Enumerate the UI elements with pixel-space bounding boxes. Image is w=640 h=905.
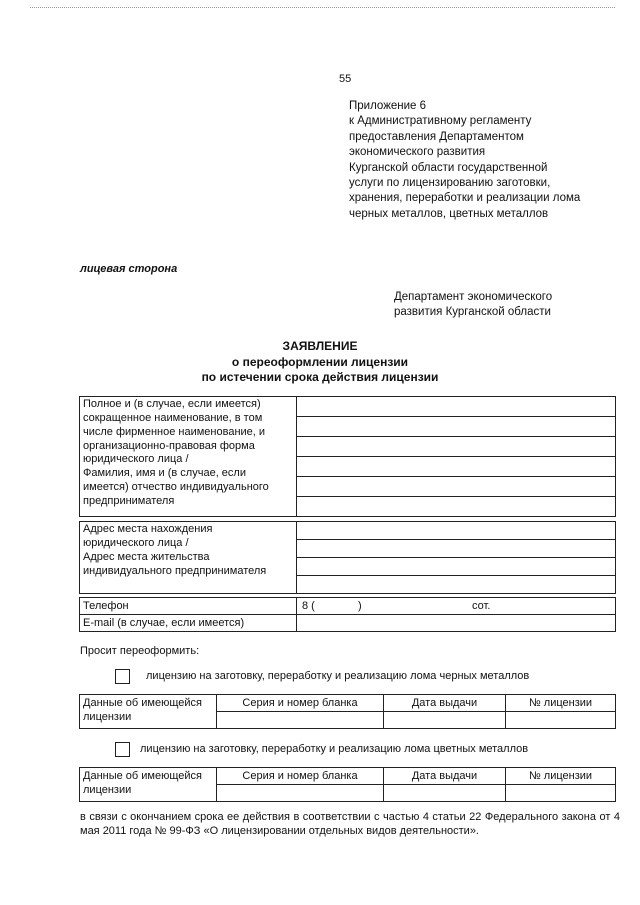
title-line: ЗАЯВЛЕНИЕ: [282, 339, 358, 353]
page-number: 55: [339, 73, 352, 85]
col-number-header: № лицензии: [506, 768, 616, 785]
number-input[interactable]: [506, 785, 616, 802]
applicant-name-input[interactable]: [297, 437, 616, 457]
applicant-name-input[interactable]: [297, 497, 616, 517]
date-input[interactable]: [384, 712, 506, 729]
document-title: [0, 339, 640, 386]
contacts-table: [79, 597, 616, 632]
number-input[interactable]: [506, 712, 616, 729]
license-data-label: Данные об имеющейся лицензии: [80, 695, 217, 729]
mobile-label: сот.: [472, 600, 491, 612]
appendix-line: экономического развития: [349, 146, 486, 159]
addressee-department: [394, 290, 552, 321]
ferrous-checkbox[interactable]: [115, 669, 130, 684]
appendix-header: [349, 99, 619, 222]
applicant-name-input[interactable]: [297, 417, 616, 437]
address-table: [79, 521, 616, 594]
appendix-line: к Административному регламенту: [349, 115, 532, 128]
col-date-header: Дата выдачи: [384, 768, 506, 785]
scan-edge-line: [30, 7, 615, 8]
nonferrous-license-table: [79, 767, 616, 802]
address-label: Адрес места нахождения юридического лица / Адрес места жительства индивидуального предпринимателя: [80, 522, 297, 594]
appendix-line: Курганской области государственной: [349, 161, 548, 174]
date-input[interactable]: [384, 785, 506, 802]
request-intro: Просит переоформить:: [80, 645, 200, 657]
address-input[interactable]: [297, 522, 616, 540]
col-series-header: Серия и номер бланка: [217, 768, 384, 785]
nonferrous-checkbox[interactable]: [115, 742, 130, 757]
department-line: Департамент экономического: [394, 291, 553, 303]
closing-paragraph: в связи с окончанием срока ее действия в соответствии с частью 4 статьи 22 Федерального закона от 4 мая 2011 года № 99-ФЗ «О лицензировании отдельных видов деятельности».: [80, 811, 620, 838]
title-line: по истечении срока действия лицензии: [201, 370, 439, 385]
applicant-name-input[interactable]: [297, 457, 616, 477]
appendix-line: Приложение 6: [349, 100, 427, 112]
applicant-name-input[interactable]: [297, 477, 616, 497]
applicant-name-input[interactable]: [297, 397, 616, 417]
phone-label: Телефон: [80, 598, 297, 615]
ferrous-license-table: [79, 694, 616, 729]
col-date-header: Дата выдачи: [384, 695, 506, 712]
appendix-line: черных металлов, цветных металлов: [349, 207, 549, 220]
address-input[interactable]: [297, 576, 616, 594]
email-label: E-mail (в случае, если имеется): [80, 615, 297, 632]
appendix-line: предоставления Департаментом: [349, 130, 524, 143]
license-data-label: Данные об имеющейся лицензии: [80, 768, 217, 802]
applicant-name-label: Полное и (в случае, если имеется) сокращенное наименование, в том числе фирменное наименование, и организационно-правовая форма юридического лица / Фамилия, имя и (в случае, если имеется) отчество индивидуального предпринимателя: [80, 397, 297, 517]
series-input[interactable]: [217, 785, 384, 802]
col-series-header: Серия и номер бланка: [217, 695, 384, 712]
side-label: лицевая сторона: [80, 263, 178, 275]
col-number-header: № лицензии: [506, 695, 616, 712]
address-input[interactable]: [297, 558, 616, 576]
nonferrous-option-label: лицензию на заготовку, переработку и реализацию лома цветных металлов: [140, 743, 529, 755]
title-line: о переоформлении лицензии: [231, 354, 409, 369]
phone-input[interactable]: [297, 598, 616, 615]
phone-prefix: 8 (: [302, 600, 315, 612]
phone-close-paren: ): [358, 600, 362, 612]
series-input[interactable]: [217, 712, 384, 729]
ferrous-option-label: лицензию на заготовку, переработку и реализацию лома черных металлов: [146, 670, 530, 682]
address-input[interactable]: [297, 540, 616, 558]
applicant-name-table: [79, 396, 616, 517]
appendix-line: хранения, переработки и реализации лома: [349, 192, 581, 205]
department-line: развития Курганской области: [394, 306, 551, 319]
email-input[interactable]: [297, 615, 616, 632]
appendix-line: услуги по лицензированию заготовки,: [349, 177, 551, 190]
